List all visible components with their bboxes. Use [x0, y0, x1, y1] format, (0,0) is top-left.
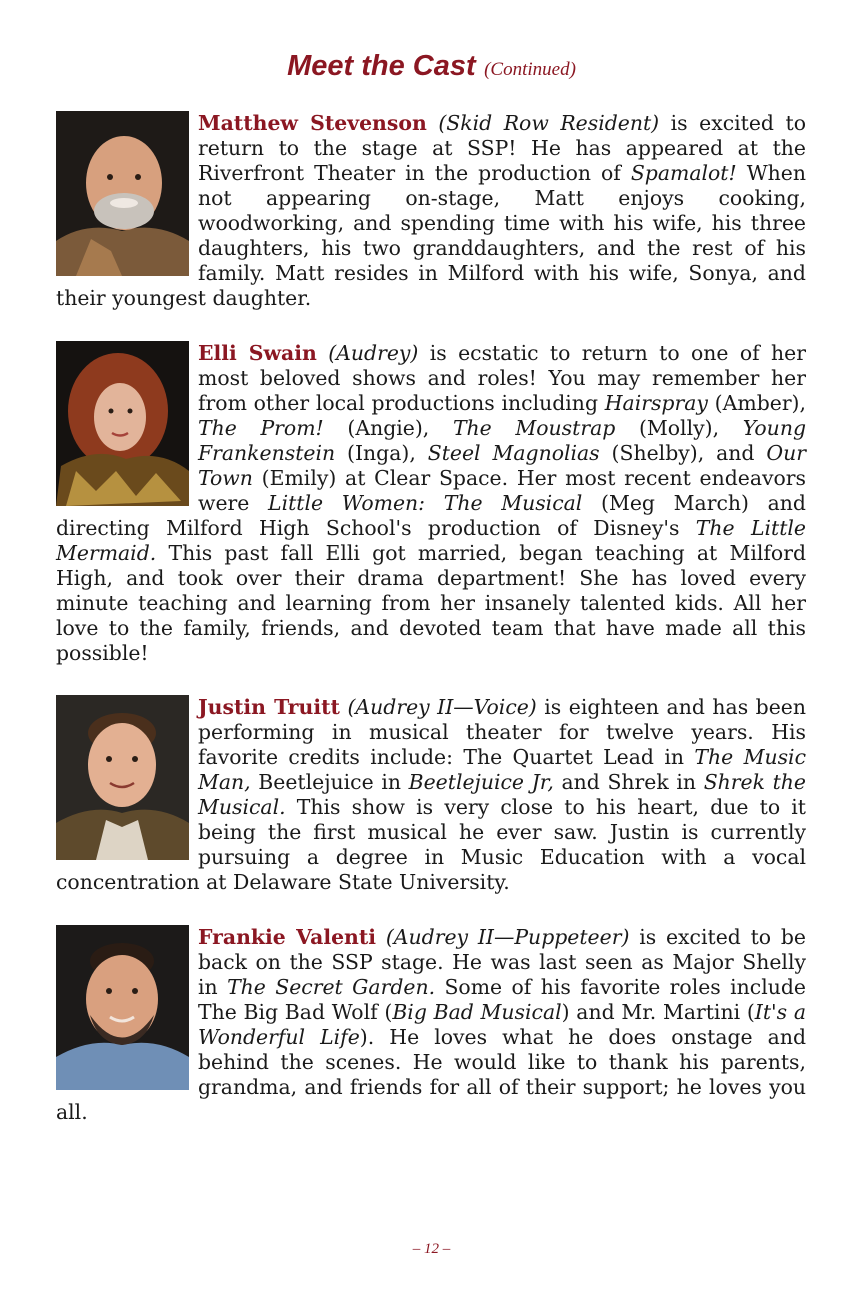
cast-role: (Skid Row Resident) — [438, 111, 660, 135]
bio-title: Spamalot! — [630, 161, 737, 185]
headshot-illustration — [56, 341, 189, 506]
bio-title: Big Bad Musical — [392, 1000, 562, 1024]
bio-text: and Shrek in — [553, 770, 704, 794]
bio-text: Beetlejuice in — [250, 770, 409, 794]
bio-text: is excited to be back on the SSP stage. He was last seen as Major Shelly in — [198, 925, 806, 999]
bio-text: is ecstatic to return to one of her most beloved shows and roles! You may remember her from other local productions including — [198, 341, 806, 415]
bio-text: When not appearing on-stage, Matt enjoys cooking, woodworking, and spending time with his wife, his three daughters, his two granddaughters, and the rest of his family. Matt resides in Milford with his wife, Sonya, and their youngest daughter. — [56, 161, 806, 310]
cast-entry-frankie-valenti — [56, 925, 806, 1125]
cast-entry-elli-swain — [56, 341, 806, 666]
bio-text: ). He loves what he does onstage and behind the scenes. He would like to thank his parents, grandma, and friends for all of their support; he loves you all. — [56, 1025, 807, 1124]
cast-name: Elli Swain — [198, 341, 317, 365]
headshot-illustration — [56, 111, 189, 276]
bio-text: (Emily) at Clear Space. Her most recent endeavors were — [198, 466, 806, 515]
cast-name: Frankie Valenti — [198, 925, 377, 949]
bio-title: The Moustrap — [452, 416, 616, 440]
headshot-photo — [56, 111, 189, 276]
bio-title: Hairspray — [604, 391, 708, 415]
bio-text: is excited to return to the stage at SSP! He has appeared at the Riverfront Theater in the production of — [198, 111, 806, 185]
bio-text: This past fall Elli got married, began teaching at Milford High, and took over their drama department! She has loved every minute teaching and learning from her insanely talented kids. All her love to the family, friends, and devoted team that have made all this possible! — [56, 541, 806, 665]
cast-entry-justin-truitt — [56, 695, 806, 895]
bio-title: Steel Magnolias — [427, 441, 600, 465]
page-title-main: Meet the Cast — [287, 50, 476, 82]
bio-text: (Inga), — [335, 441, 428, 465]
bio-title: The Music Man, — [198, 745, 806, 794]
cast-name: Justin Truitt — [198, 695, 340, 719]
bio-text: This show is very close to his heart, due to it being the first musical he ever saw. Justin is currently pursuing a degree in Music Education with a vocal concentration at Delaware State University. — [56, 795, 806, 894]
bio-title: The Little Mermaid. — [56, 516, 806, 565]
bio-text: is eighteen and has been performing in musical theater for twelve years. His favorite credits include: The Quartet Lead in — [198, 695, 806, 769]
cast-entry-matthew-stevenson — [56, 111, 806, 311]
bio-text: Some of his favorite roles include The Big Bad Wolf ( — [198, 975, 807, 1024]
headshot-illustration — [56, 695, 189, 860]
bio-title: Shrek the Musical. — [198, 770, 807, 819]
bio-text: (Amber), — [707, 391, 806, 415]
headshot-illustration — [56, 925, 189, 1090]
bio-text: (Angie), — [323, 416, 453, 440]
bio-text: (Shelby), and — [599, 441, 767, 465]
headshot-photo — [56, 925, 189, 1090]
bio-text: (Molly), — [615, 416, 743, 440]
headshot-photo — [56, 695, 189, 860]
bio-title: The Prom! — [198, 416, 324, 440]
bio-title: Little Women: The Musical — [268, 491, 583, 515]
bio-text: ) and Mr. Martini ( — [561, 1000, 755, 1024]
headshot-photo — [56, 341, 189, 506]
bio-title: It's a Wonderful Life — [198, 1000, 806, 1049]
bio-title: The Secret Garden. — [227, 975, 436, 999]
bio-title: Young Frankenstein — [198, 416, 807, 465]
cast-role: (Audrey II—Puppeteer) — [385, 925, 630, 949]
page-number: – 12 – — [412, 1241, 451, 1257]
cast-role: (Audrey II—Voice) — [347, 695, 537, 719]
page-title-continued: (Continued) — [484, 59, 576, 80]
bio-title: Beetlejuice Jr, — [408, 770, 554, 794]
page-title — [0, 50, 863, 83]
bio-text: (Meg March) and directing Milford High School's production of Disney's — [56, 491, 806, 540]
cast-role: (Audrey) — [328, 341, 419, 365]
cast-name: Matthew Stevenson — [198, 111, 427, 135]
bio-title: Our Town — [198, 441, 806, 490]
